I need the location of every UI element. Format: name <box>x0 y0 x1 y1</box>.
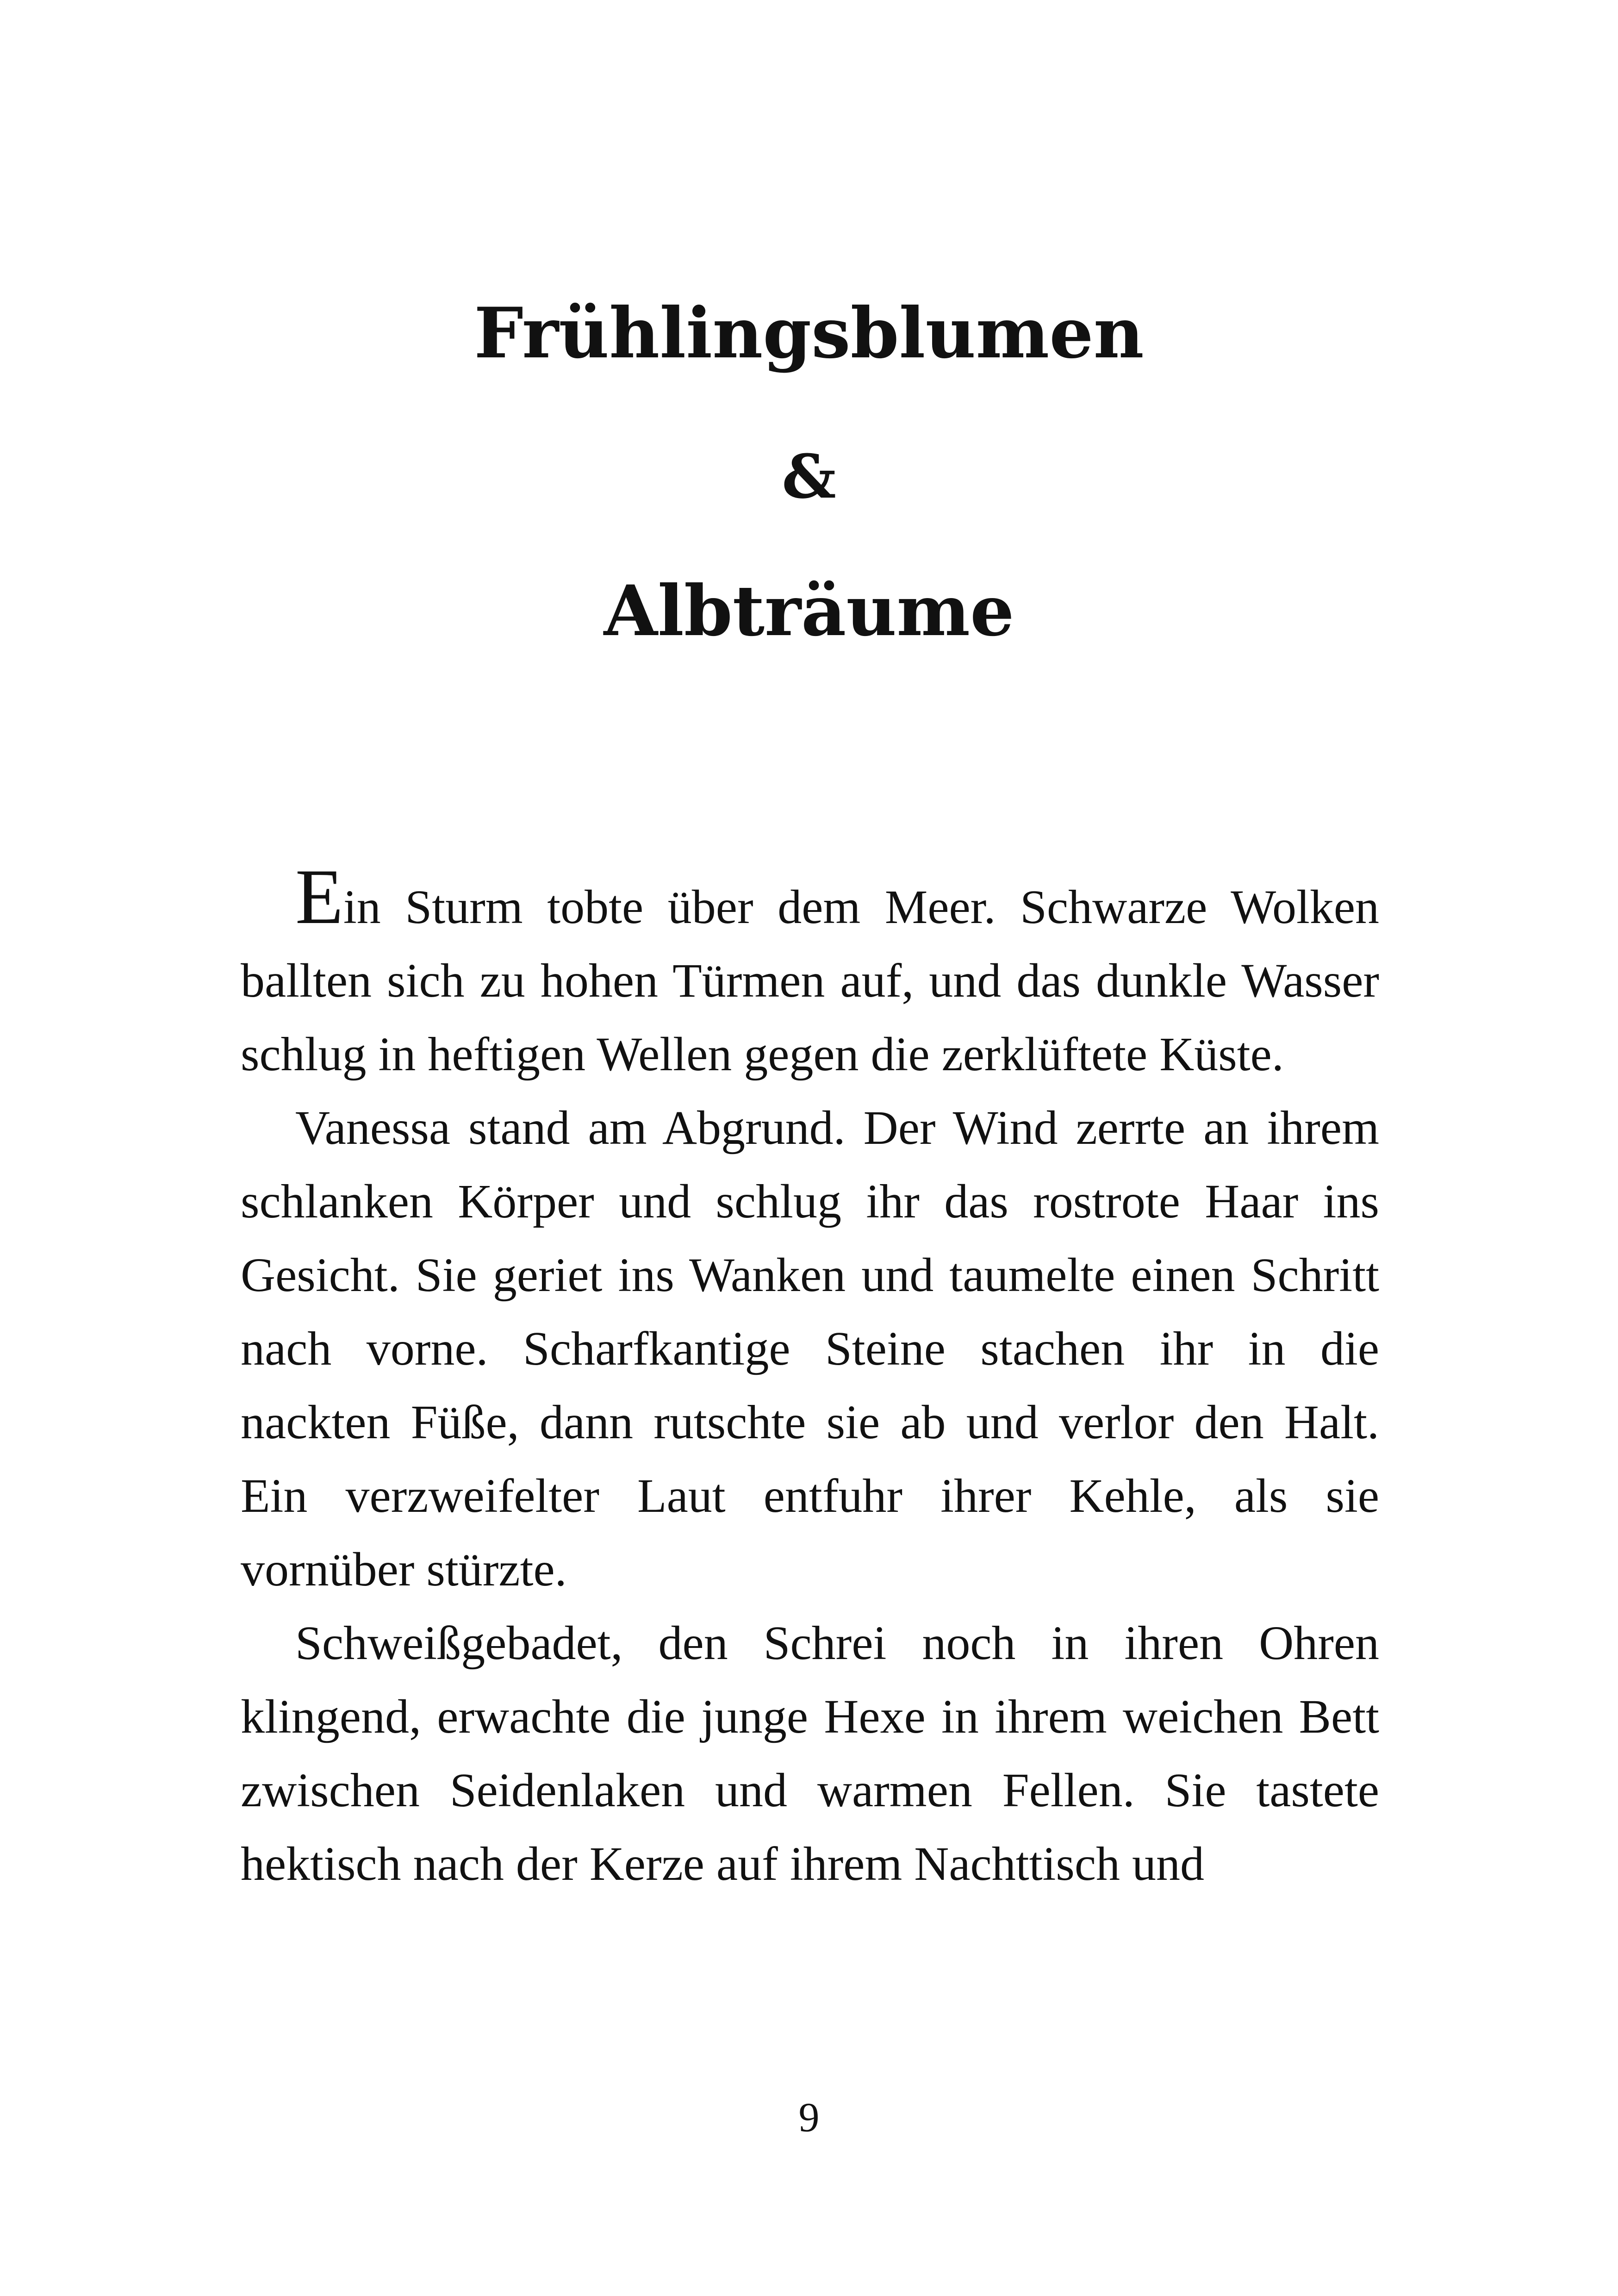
chapter-title-line-1: Frühlingsblumen <box>474 293 1144 374</box>
paragraph-1-text: in Sturm tobte über dem Meer. Schwarze Wolken ballten sich zu hohen Türmen auf, und das dunkle Wasser schlug in heftigen Wellen gegen die zerklüftete Küste. <box>241 880 1379 1081</box>
chapter-body <box>241 853 1379 1901</box>
page-number: 9 <box>798 2095 820 2140</box>
paragraph-1 <box>241 853 1379 1091</box>
paragraph-2: Vanessa stand am Abgrund. Der Wind zerrte an ihrem schlanken Körper und schlug ihr das rostrote Haar ins Gesicht. Sie geriet ins Wanken und taumelte einen Schritt nach vorne. Scharfkantige Steine stachen ihr in die nackten Füße, dann rutschte sie ab und verlor den Halt. Ein verzweifelter Laut entfuhr ihrer Kehle, als sie vornüber stürzte. <box>241 1101 1379 1596</box>
initial-letter: E <box>295 853 343 940</box>
paragraph-3: Schweißgebadet, den Schrei noch in ihren Ohren klingend, erwachte die junge Hexe in ihrem weichen Bett zwischen Seidenlaken und warmen Fellen. Sie tastete hektisch nach der Kerze auf ihrem Nachttisch und <box>241 1616 1379 1890</box>
chapter-title-ampersand: & <box>782 441 836 512</box>
chapter-title-line-2: Albträume <box>604 570 1014 652</box>
